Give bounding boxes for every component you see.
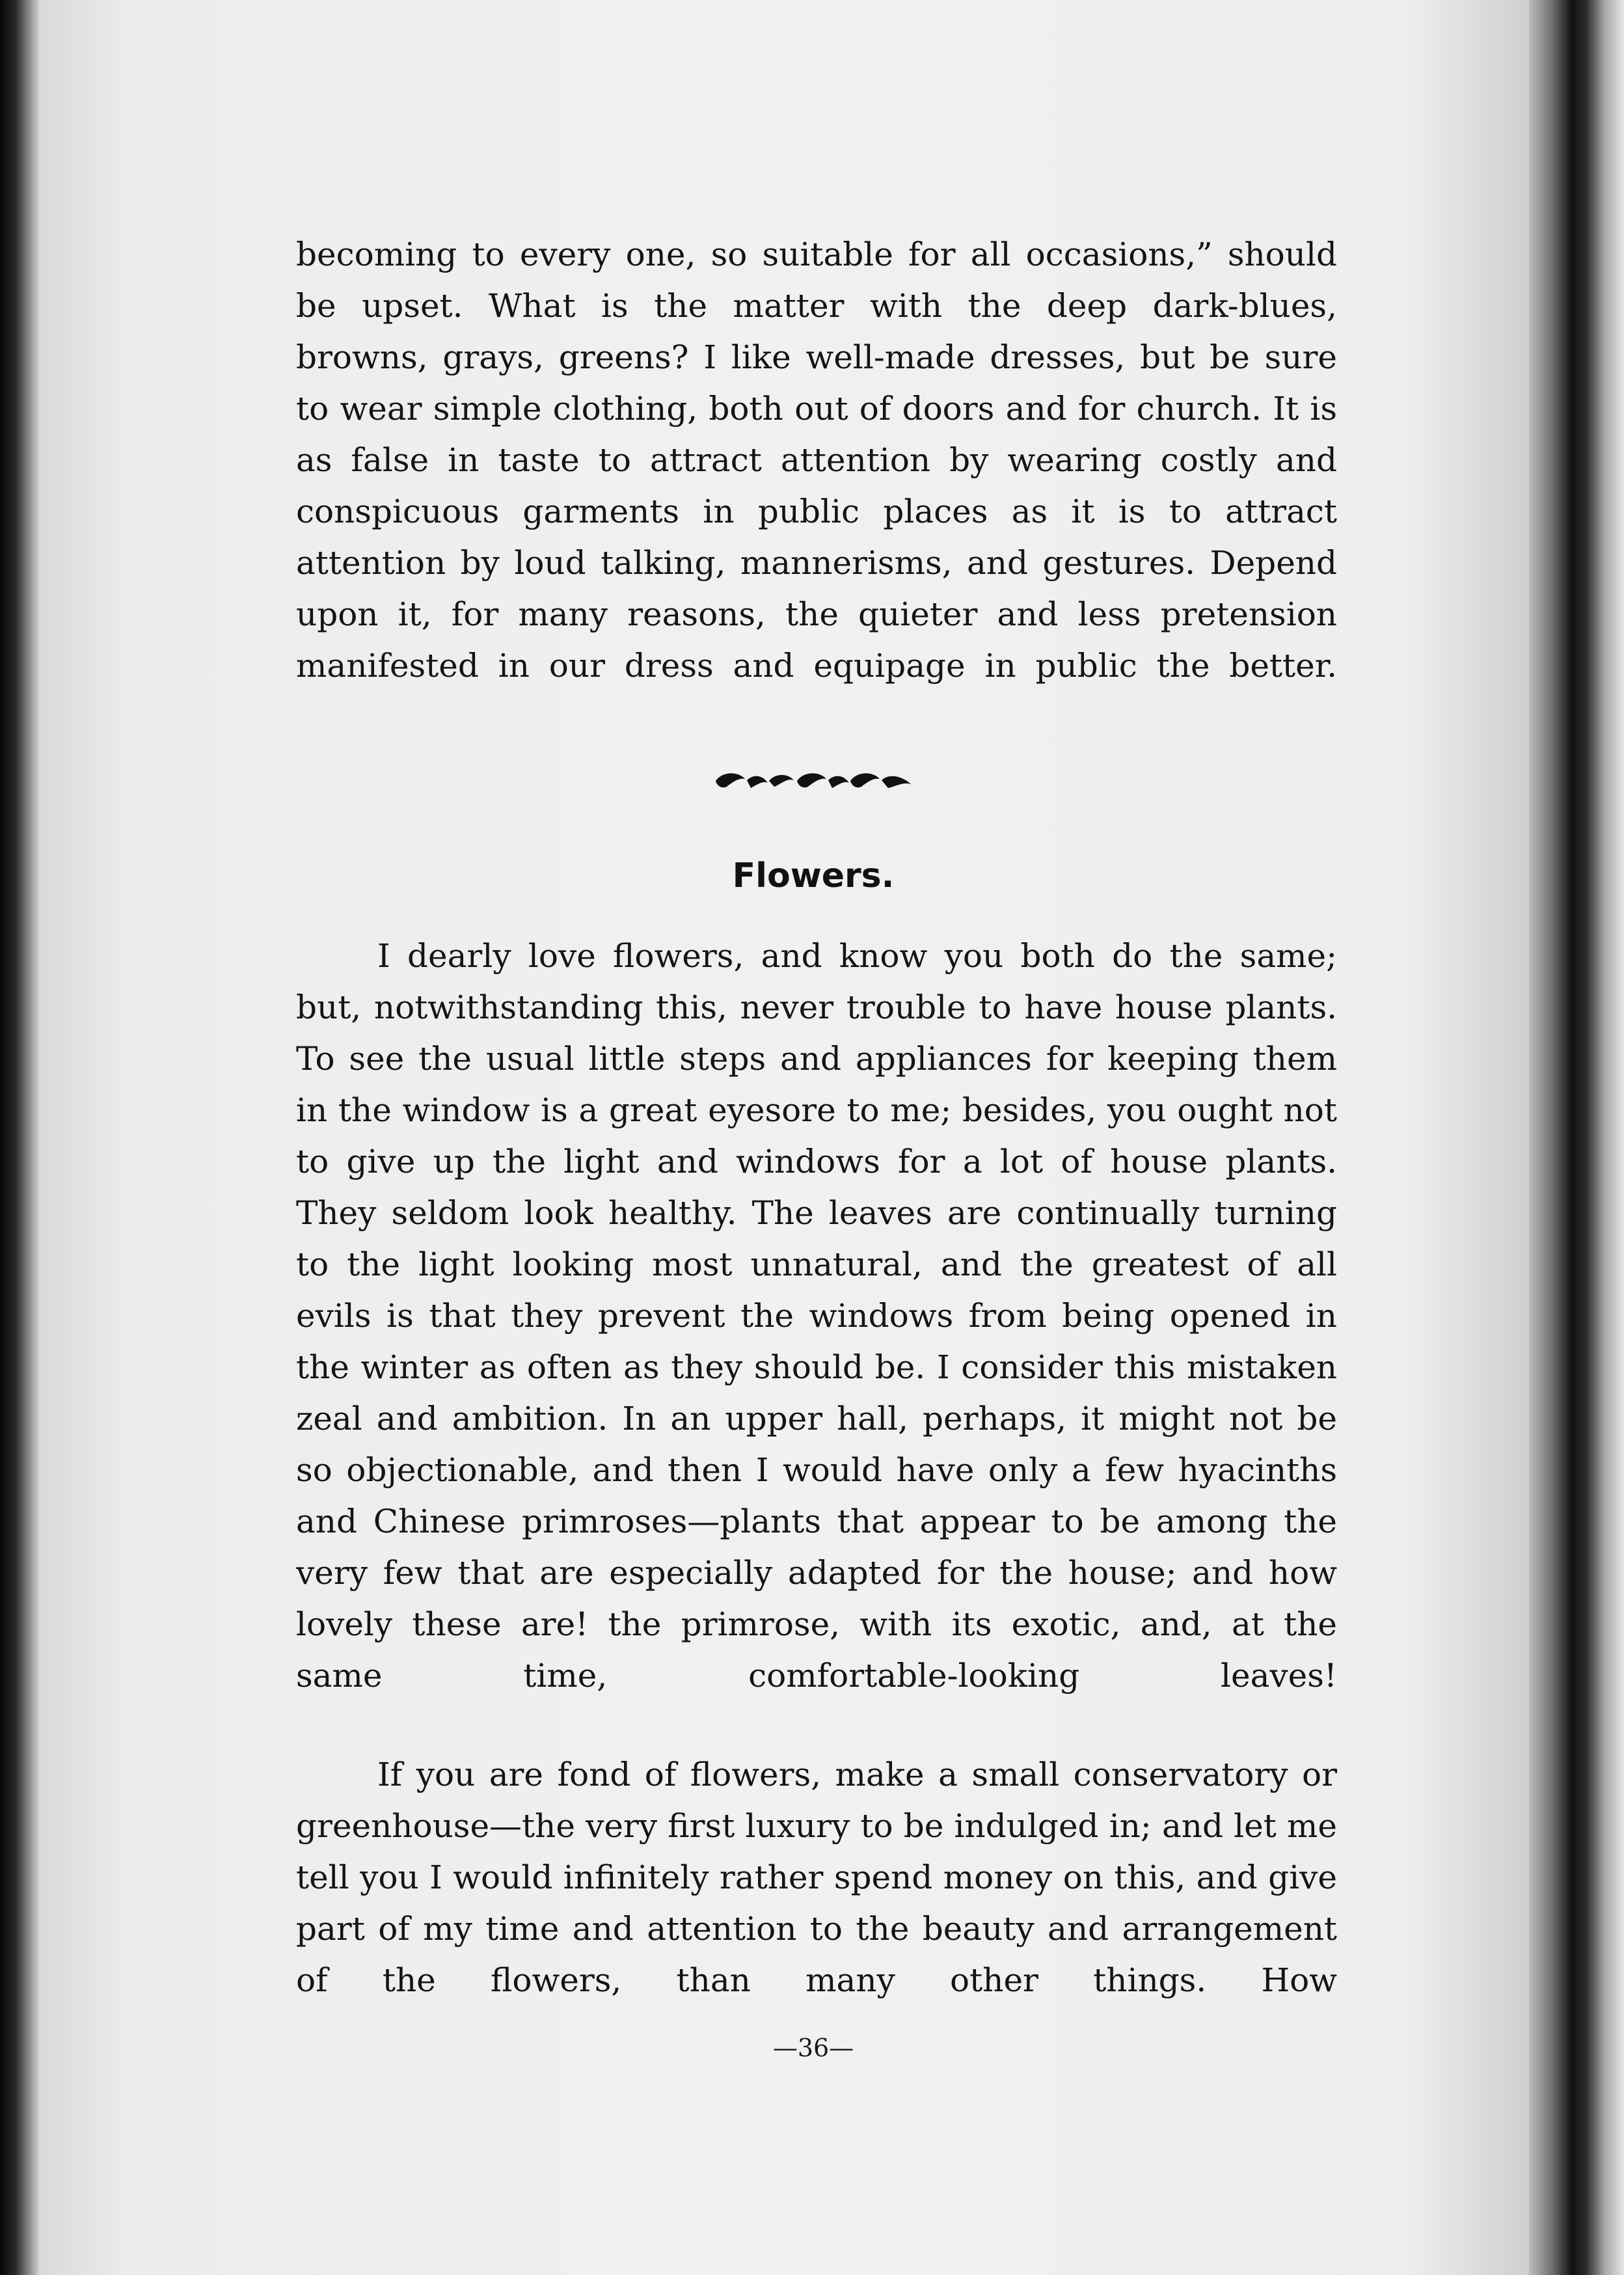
page-number: —36— (772, 2034, 854, 2062)
left-page-edge (0, 0, 39, 2275)
right-binding-edge (1529, 0, 1624, 2275)
printer-ornament-icon (709, 765, 917, 797)
section-heading: Flowers. (732, 856, 895, 895)
paragraph-flowers-2: If you are fond of flowers, make a small conservatory or greenhouse—the very first luxury to be indulged in; and let me tell you I would infinitely rather spend money on this, and give part of my time and attention to the beauty and arrangement of the flowers, than many other things. How (296, 1756, 1337, 1999)
paragraph-flowers-1: I dearly love flowers, and know you both do the same; but, notwithstanding this, never trouble to have house plants. To see the usual little steps and appliances for keeping them in the window is a great eyesore to me; besides, you ought not to give up the light and windows for a lot of house plants. They seldom look healthy. The leaves are continually turning to the light looking most unnatural, and the greatest of all evils is that they prevent the windows from being opened in the winter as often as they should be. I consider this mistaken zeal and ambition. In an upper hall, perhaps, it might not be so objectionable, and then I would have only a few hyacinths and Chinese primroses—plants that appear to be among the very few that are especially adapted for the house; and how lovely these are! the primrose, with its exotic, and, at the same time, comfortable-looking leaves! (296, 937, 1337, 1695)
continued-paragraph: becoming to every one, so suitable for all occasions,” should be upset. What is the matter with the deep dark-blues, browns, grays, greens? I like well-made dresses, but be sure to wear simple clothing, both out of doors and for church. It is as false in taste to attract attention by wearing costly and conspicuous garments in public places as it is to attract attention by loud talking, mannerisms, and gestures. Depend upon it, for many reasons, the quieter and less pretension manifested in our dress and equipage in public the better. (296, 236, 1337, 685)
